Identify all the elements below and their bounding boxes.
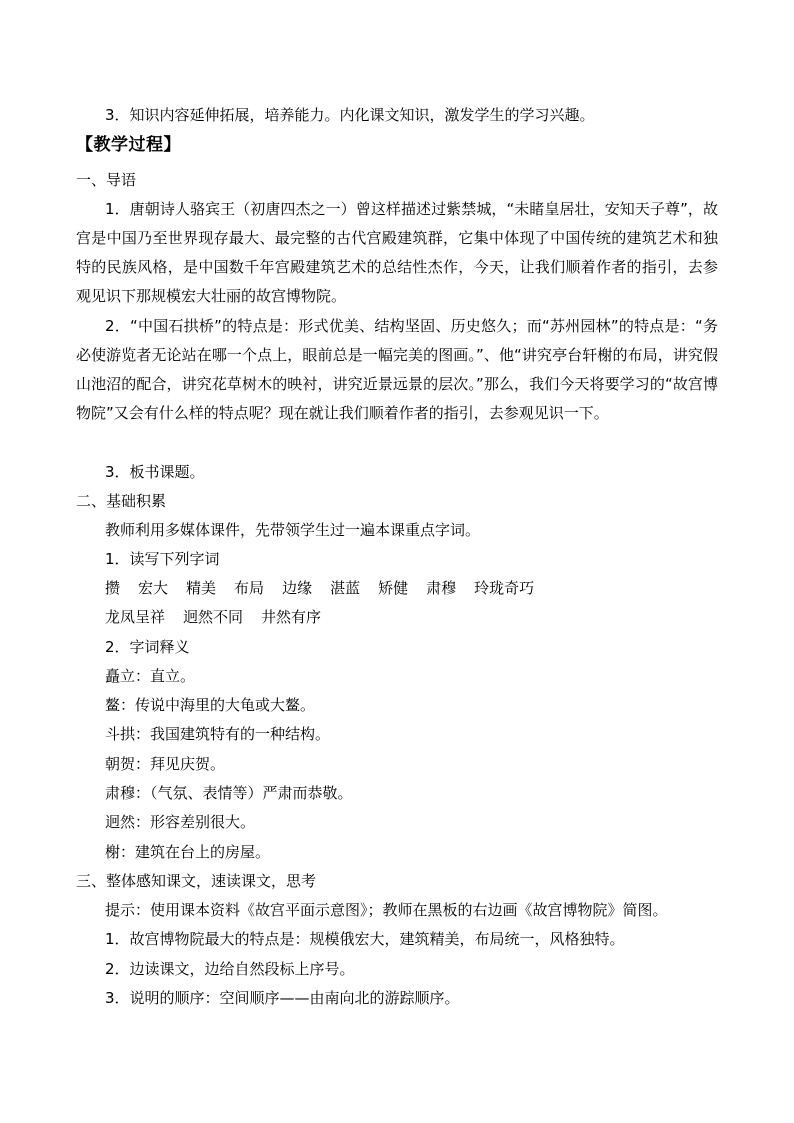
section-2-sub-1: 1．读写下列字词 bbox=[105, 550, 220, 568]
vocabulary-row-1 bbox=[105, 578, 552, 598]
objective-3: 3．知识内容延伸拓展，培养能力。内化课文知识，激发学生的学习兴趣。 bbox=[105, 106, 595, 124]
definition-item: 迥然：形容差别很大。 bbox=[105, 813, 256, 831]
vocab-word: 宏大 bbox=[138, 579, 169, 597]
vocab-word: 肃穆 bbox=[426, 579, 457, 597]
section-2-title: 二、基础积累 bbox=[76, 492, 167, 510]
section-1-paragraph-1: 1．唐朝诗人骆宾王（初唐四杰之一）曾这样描述过紫禁城，“未睹皇居壮，安知天子尊”，故宫是中国乃至世界现存最大、最完整的古代宫殿建筑群，它集中体现了中国传统的建筑艺术和独特的民族风格，是中国数千年宫殿建筑艺术的总结性杰作，今天，让我们顺着作者的指引，去参观见识下那规模宏大壮丽的故宫博物院。 bbox=[76, 200, 718, 305]
section-3-hint: 提示：使用课本资料《故宫平面示意图》；教师在黑板的右边画《故宫博物院》简图。 bbox=[105, 901, 668, 919]
vocab-word: 玲珑奇巧 bbox=[474, 579, 535, 597]
definition-item: 榭：建筑在台上的房屋。 bbox=[105, 843, 271, 861]
vocab-word: 布局 bbox=[234, 579, 265, 597]
section-1-paragraph-2: 2．“中国石拱桥”的特点是：形式优美、结构坚固、历史悠久；而“苏州园林”的特点是：“务必使游览者无论站在哪一个点上，眼前总是一幅完美的图画。”、他“讲究亭台轩榭的布局，讲究假山池沼的配合，讲究花草树木的映衬，讲究近景远景的层次。”那么，我们今天将要学习的“故宫博物院”又会有什么样的特点呢？现在就让我们顺着作者的指引，去参观见识一下。 bbox=[76, 317, 718, 422]
vocab-word: 井然有序 bbox=[261, 608, 322, 626]
vocab-word: 精美 bbox=[186, 579, 217, 597]
vocab-word: 边缘 bbox=[282, 579, 313, 597]
section-1-paragraph-3: 3．板书课题。 bbox=[105, 463, 205, 481]
vocab-word: 湛蓝 bbox=[330, 579, 361, 597]
vocab-word: 矫健 bbox=[378, 579, 409, 597]
vocab-word: 迥然不同 bbox=[183, 608, 244, 626]
section-2-intro: 教师利用多媒体课件，先带领学生过一遍本课重点字词。 bbox=[105, 521, 481, 539]
section-1-title: 一、导语 bbox=[76, 171, 137, 189]
definition-item: 矗立：直立。 bbox=[105, 667, 196, 685]
section-3-item: 1．故宫博物院最大的特点是：规模俄宏大，建筑精美，布局统一，风格独特。 bbox=[105, 930, 625, 948]
definition-item: 肃穆：（气氛、表情等）严肃而恭敬。 bbox=[105, 784, 353, 802]
definition-item: 朝贺：拜见庆贺。 bbox=[105, 755, 226, 773]
vocabulary-row-2 bbox=[105, 607, 339, 627]
section-2-sub-2: 2．字词释义 bbox=[105, 638, 190, 656]
section-3-item: 3．说明的顺序：空间顺序——由南向北的游踪顺序。 bbox=[105, 989, 460, 1007]
process-heading: 【教学过程】 bbox=[76, 135, 181, 155]
section-3-item: 2．边读课文，边给自然段标上序号。 bbox=[105, 960, 355, 978]
definition-item: 斗拱：我国建筑特有的一种结构。 bbox=[105, 725, 331, 743]
section-3-title: 三、整体感知课文，速读课文，思考 bbox=[76, 872, 317, 890]
vocab-word: 龙凤呈祥 bbox=[105, 608, 166, 626]
definition-item: 鳌：传说中海里的大龟或大鳌。 bbox=[105, 696, 316, 714]
vocab-word: 攒 bbox=[105, 579, 121, 597]
